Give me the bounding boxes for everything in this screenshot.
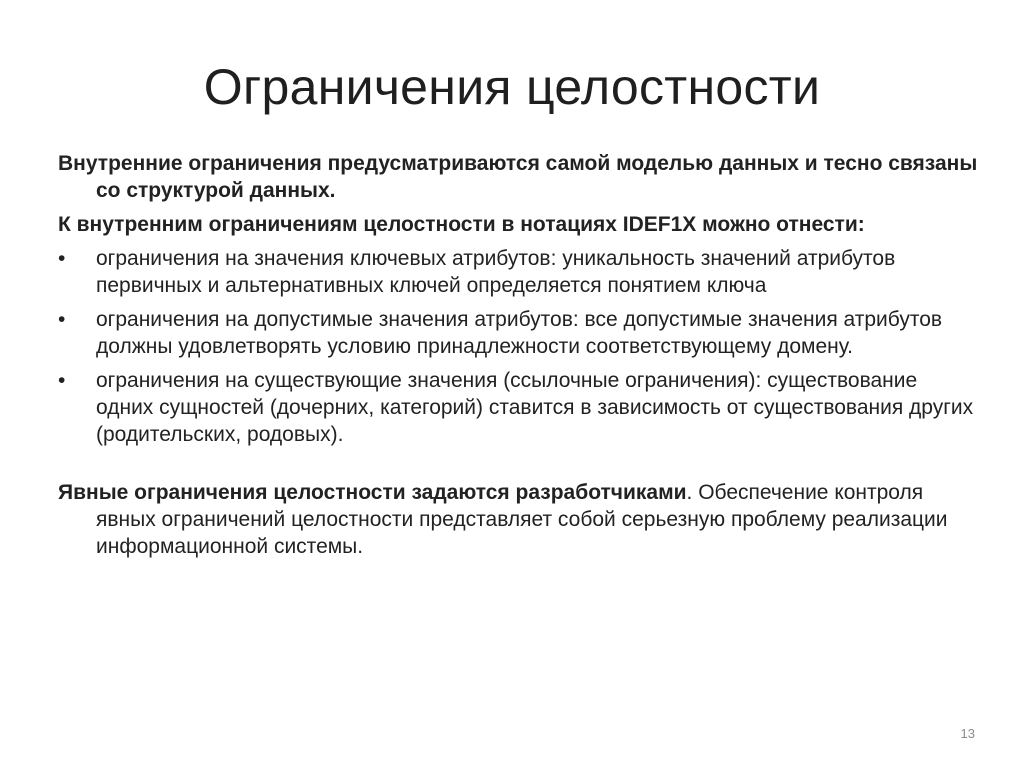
- explicit-paragraph: [58, 479, 978, 560]
- bullet-text: ограничения на существующие значения (ссылочные ограничения): существование одних сущностей (дочерних, категорий) ставится в зависимость от существования других (родительских, родовых).: [96, 369, 974, 446]
- spacer: [58, 455, 978, 479]
- list-item: [58, 245, 978, 299]
- slide-body: [58, 150, 978, 567]
- lead-in-paragraph: [58, 211, 978, 238]
- explicit-punct: .: [686, 481, 693, 504]
- bullet-text: ограничения на значения ключевых атрибутов: уникальность значений атрибутов первичных и альтернативных ключей определяется понятием ключа: [96, 247, 896, 297]
- intro-paragraph: [58, 150, 978, 204]
- page-number: 13: [960, 726, 975, 741]
- explicit-lead-text: Явные ограничения целостности задаются разработчиками: [58, 481, 687, 504]
- slide-title: Ограничения целостности: [203, 59, 821, 115]
- bullet-marker: •: [58, 369, 66, 392]
- list-item: [58, 306, 978, 360]
- bullet-marker: •: [58, 247, 66, 270]
- intro-text: Внутренние ограничения предусматриваются самой моделью данных и тесно связаны со структурой данных.: [58, 152, 978, 202]
- bullet-text: ограничения на допустимые значения атрибутов: все допустимые значения атрибутов должны удовлетворять условию принадлежности соответствующему домену.: [96, 308, 943, 358]
- bullet-list: [58, 245, 978, 448]
- lead-in-text: К внутренним ограничениям целостности в нотациях IDEF1X можно отнести:: [58, 213, 865, 236]
- list-item: [58, 367, 978, 448]
- bullet-marker: •: [58, 308, 66, 331]
- explicit-text: Обеспечение контроля явных ограничений целостности представляет собой серьезную проблему реализации информационной системы.: [96, 481, 948, 558]
